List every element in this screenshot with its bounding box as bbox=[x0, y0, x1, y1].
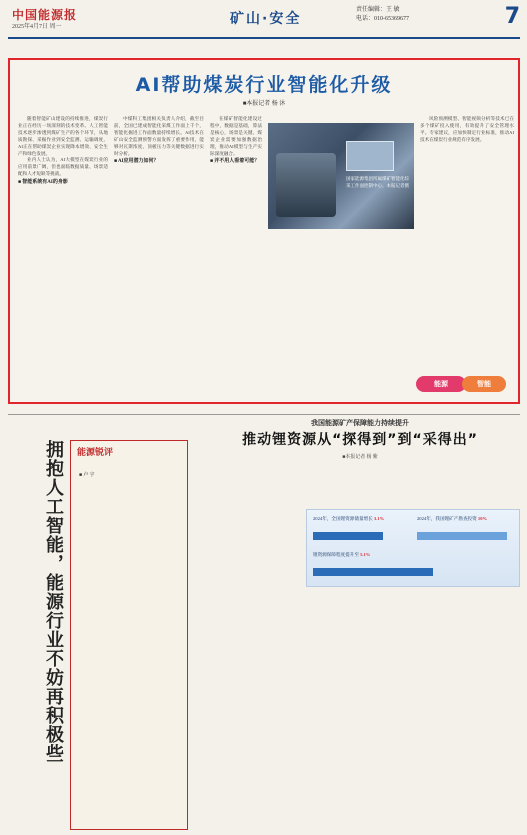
info-value: 10% bbox=[477, 516, 488, 521]
paragraph: 中煤科工集团相关负责人介绍，截至目前，全国已建成智能化采煤工作面上千个，智能化掘进工作面数量持续增长。AI技术在矿山安全监测预警方面发挥了重要作用，能够对瓦斯浓度、顶板压力等关键数据进行实时分析。 bbox=[114, 116, 204, 156]
info-bar-2 bbox=[417, 532, 507, 540]
newspaper-logo: 中国能源报 bbox=[12, 8, 78, 22]
editor-info bbox=[356, 6, 409, 24]
second-byline: ■本报记者 杨 紫 bbox=[342, 455, 378, 460]
section-divider bbox=[8, 414, 520, 415]
info-item-1 bbox=[313, 516, 413, 522]
paragraph: 风险预测模型、智能视频分析等技术已在多个煤矿投入使用，有效提升了安全管理水平。专家建议，应加快制定行业标准，推动AI技术在煤炭行业规范有序发展。 bbox=[420, 116, 514, 142]
commentary-box bbox=[70, 440, 188, 830]
second-headline: 推动锂资源从“探得到”到“采得出” bbox=[242, 432, 478, 448]
info-item-3 bbox=[313, 552, 513, 558]
info-bar-1 bbox=[313, 532, 383, 540]
editor-phone: 电话：010-65369677 bbox=[356, 16, 409, 22]
lead-column-3 bbox=[210, 116, 262, 398]
badge-left: 能源 bbox=[416, 376, 466, 392]
lead-headline: AI帮助煤炭行业智能化升级 bbox=[135, 74, 393, 96]
commentary-heading: 能源锐评 bbox=[77, 448, 114, 458]
paragraph: 在煤矿智能化建设过程中，数据是基础，算法是核心，场景是关键。煤炭企业需要加强数据治理，推动AI模型与生产实际深度融合。 bbox=[210, 116, 262, 156]
page-number: 7 bbox=[504, 4, 520, 29]
info-label: 2024年，我国锂矿产勘查投资 bbox=[417, 516, 477, 521]
info-value: 5.1% bbox=[360, 552, 371, 557]
subheading: ■ AI应用潜力如何？ bbox=[114, 159, 159, 165]
lithium-infographic bbox=[306, 509, 520, 587]
lead-photo bbox=[268, 123, 414, 229]
section-title: 矿山·安全 bbox=[230, 11, 302, 27]
mining-equipment-image bbox=[276, 153, 336, 217]
commentary-vertical-title: 拥抱人工智能，能源行业不妨再积极些 bbox=[44, 440, 64, 763]
commentary-author: ■ 卢 宇 bbox=[79, 473, 95, 478]
second-kicker: 我国能源矿产保障能力持续提升 bbox=[311, 419, 409, 427]
masthead bbox=[8, 4, 520, 40]
lead-column-1 bbox=[18, 116, 108, 398]
subheading: ■ 智能系统有AI的身影 bbox=[18, 180, 68, 186]
energy-intelligence-badge bbox=[414, 366, 510, 400]
masthead-rule bbox=[8, 37, 520, 39]
badge-right: 智能 bbox=[462, 376, 506, 392]
lead-column-2 bbox=[114, 116, 204, 398]
lead-column-4 bbox=[420, 116, 514, 356]
info-value: 3.1% bbox=[373, 516, 385, 521]
editor-name: 责任编辑：王 敏 bbox=[356, 7, 400, 13]
paragraph: 业内人士认为，AI大模型在煤炭行业的应用前景广阔，但也面临数据质量、场景适配和人才短缺等挑战。 bbox=[18, 157, 108, 177]
control-panel-image bbox=[346, 141, 394, 171]
issue-date: 2025年4月7日 周一 bbox=[12, 24, 62, 30]
info-label: 锂资源保障程度提升至 bbox=[313, 552, 359, 557]
info-label: 2024年，全国锂资源储量增长 bbox=[313, 516, 373, 521]
info-item-2 bbox=[417, 516, 517, 522]
subheading: ■ 并不用人看着可能？ bbox=[210, 159, 260, 165]
lead-article bbox=[8, 58, 520, 404]
info-bar-3 bbox=[313, 568, 433, 576]
paragraph: 随着智能矿山建设的持续推进，煤炭行业正在经历一场深刻的技术变革。人工智能技术逐步渗透到煤矿生产的各个环节，从地质勘探、采掘作业到安全监测、运输调度，AI正在帮助煤炭企业实现降本增效、安全生产和绿色发展。 bbox=[18, 116, 108, 156]
lead-byline: ■本报记者 杨 沐 bbox=[242, 101, 286, 107]
photo-caption: 国家能源集团所属煤矿智能化综采工作面控制中心。本报记者摄 bbox=[346, 176, 409, 188]
